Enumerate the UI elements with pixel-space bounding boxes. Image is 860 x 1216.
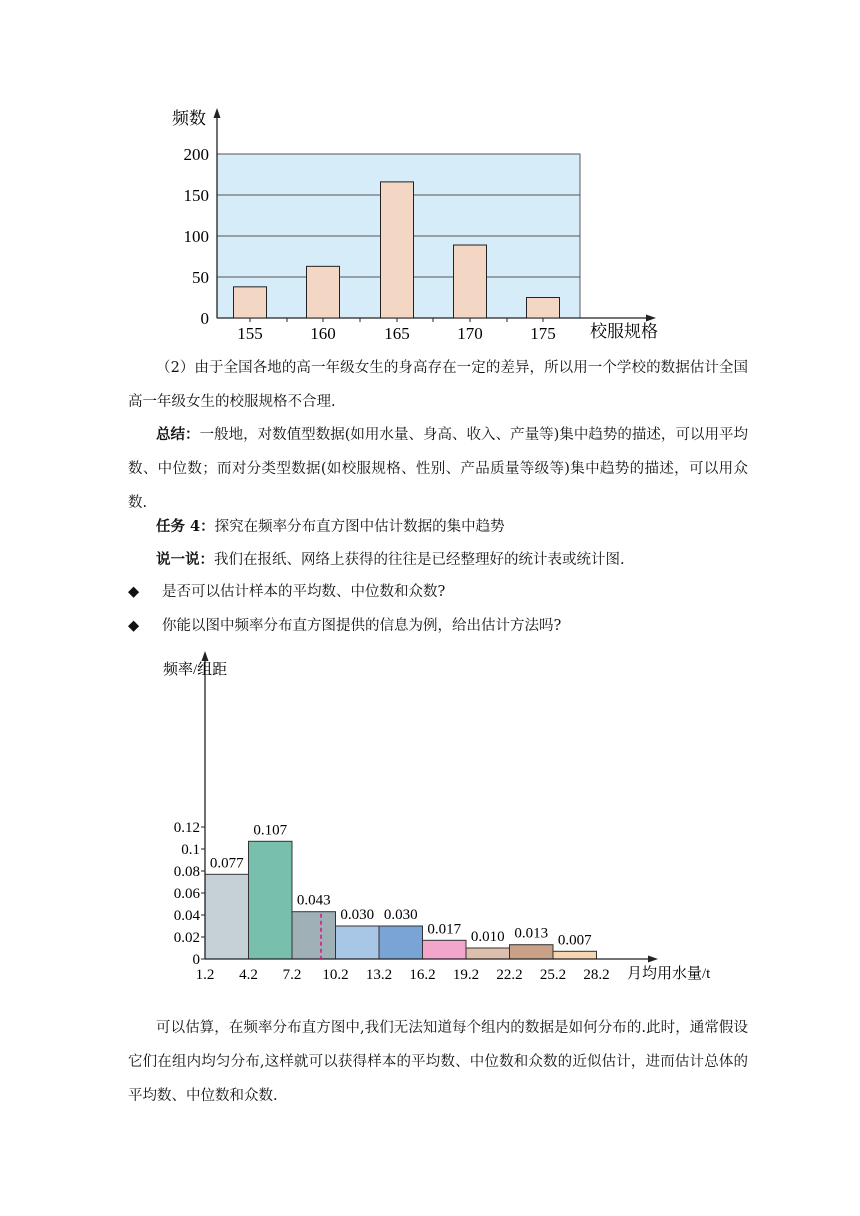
x-tick-label: 10.2 bbox=[322, 967, 349, 983]
y-axis-arrow-icon bbox=[214, 108, 221, 118]
histogram-bar bbox=[423, 940, 467, 959]
bar-165 bbox=[381, 182, 414, 318]
y-tick-label: 0.08 bbox=[173, 864, 200, 880]
histogram-bar bbox=[205, 874, 249, 959]
histogram-bar bbox=[466, 948, 510, 959]
task-label: 任务 4： bbox=[156, 518, 215, 535]
paragraph-conclusion bbox=[128, 351, 748, 419]
y-tick-label: 150 bbox=[183, 186, 209, 205]
bar-160 bbox=[307, 266, 340, 318]
diamond-bullet-icon: ◆ bbox=[128, 584, 140, 600]
bar-value-label: 0.007 bbox=[557, 932, 592, 949]
bar-155 bbox=[234, 287, 267, 318]
bar-value-label: 0.107 bbox=[253, 822, 288, 839]
x-tick-label: 165 bbox=[384, 324, 410, 343]
histogram-bar bbox=[336, 926, 380, 959]
paragraph-conclusion-text: （2）由于全国各地的高一年级女生的身高存在一定的差异，所以用一个学校的数据估计全国高一年级女生的校服规格不合理. bbox=[128, 360, 748, 410]
x-tick-label: 25.2 bbox=[539, 967, 567, 983]
say-body: 我们在报纸、网络上获得的往往是已经整理好的统计表或统计图. bbox=[214, 552, 625, 568]
histogram-bar bbox=[510, 945, 554, 959]
x-tick-label: 175 bbox=[530, 324, 556, 343]
x-tick-label: 4.2 bbox=[239, 967, 258, 983]
bullet-question-2-text: 你能以图中频率分布直方图提供的信息为例，给出估计方法吗? bbox=[162, 618, 562, 634]
x-tick-label: 155 bbox=[237, 324, 263, 343]
bar-175 bbox=[527, 298, 560, 319]
bar-value-label: 0.030 bbox=[340, 907, 375, 923]
diamond-bullet-icon: ◆ bbox=[128, 618, 140, 634]
y-tick-label: 100 bbox=[183, 227, 209, 246]
x-tick-label: 7.2 bbox=[282, 967, 302, 983]
chart-uniform-sizes bbox=[0, 0, 860, 350]
x-tick-label: 170 bbox=[457, 324, 483, 343]
say-paragraph bbox=[128, 543, 748, 577]
bar-value-label: 0.013 bbox=[514, 925, 549, 942]
y-tick-label: 0.12 bbox=[173, 820, 200, 836]
histogram-bar bbox=[292, 912, 336, 959]
say-label: 说一说： bbox=[156, 551, 214, 568]
x-axis-title: 校服规格 bbox=[590, 322, 658, 341]
bullet-question-1 bbox=[128, 580, 445, 604]
y-tick-label: 0 bbox=[192, 952, 200, 968]
paragraph-estimation bbox=[128, 1011, 748, 1113]
bar-value-label: 0.017 bbox=[427, 921, 462, 938]
y-tick-label: 200 bbox=[183, 145, 209, 164]
bullet-question-2 bbox=[128, 614, 561, 638]
bullet-question-1-text: 是否可以估计样本的平均数、中位数和众数? bbox=[162, 584, 446, 600]
bar-value-label: 0.010 bbox=[470, 929, 505, 945]
bar-value-label: 0.043 bbox=[296, 892, 331, 909]
histogram-bar bbox=[249, 841, 293, 959]
task-heading bbox=[128, 510, 748, 544]
y-axis-title: 频率/组距 bbox=[163, 662, 228, 678]
histogram-bar bbox=[379, 926, 423, 959]
x-tick-label: 160 bbox=[310, 324, 336, 343]
summary-label: 总结： bbox=[156, 426, 200, 443]
bar-value-label: 0.030 bbox=[383, 907, 418, 923]
x-tick-label: 28.2 bbox=[583, 967, 610, 983]
y-tick-label: 50 bbox=[192, 268, 209, 287]
paragraph-estimation-text: 可以估算，在频率分布直方图中,我们无法知道每个组内的数据是如何分布的.此时，通常假设它们在组内均匀分布,这样就可以获得样本的平均数、中位数和众数的近似估计，进而估计总体的平均数、中位数和众数. bbox=[128, 1020, 748, 1104]
y-tick-label: 0.04 bbox=[173, 908, 200, 924]
x-tick-label: 1.2 bbox=[195, 967, 215, 983]
x-tick-label: 13.2 bbox=[365, 967, 393, 983]
bar-170 bbox=[454, 245, 487, 318]
chart-water-histogram bbox=[0, 640, 860, 990]
bar-value-label: 0.077 bbox=[209, 855, 244, 872]
task-body: 探究在频率分布直方图中估计数据的集中趋势 bbox=[214, 519, 505, 535]
x-tick-label: 19.2 bbox=[452, 967, 480, 983]
y-axis-arrow-icon bbox=[202, 651, 209, 661]
summary-body: 一般地，对数值型数据(如用水量、身高、收入、产量等)集中趋势的描述，可以用平均数、中位数；而对分类型数据(如校服规格、性别、产品质量等级等)集中趋势的描述，可以用众数. bbox=[128, 427, 749, 511]
y-tick-label: 0 bbox=[200, 309, 209, 328]
x-axis-title: 月均用水量/t bbox=[627, 966, 711, 982]
paragraph-summary bbox=[128, 418, 748, 520]
y-tick-label: 0.06 bbox=[173, 886, 200, 902]
y-axis-title: 频数 bbox=[172, 109, 206, 128]
histogram-bar bbox=[553, 951, 597, 959]
y-tick-label: 0.1 bbox=[181, 842, 200, 858]
y-tick-label: 0.02 bbox=[173, 930, 200, 946]
x-tick-label: 16.2 bbox=[409, 967, 436, 983]
x-tick-label: 22.2 bbox=[496, 967, 523, 983]
x-axis-arrow-icon bbox=[646, 315, 656, 322]
x-axis-arrow-icon bbox=[648, 956, 658, 963]
